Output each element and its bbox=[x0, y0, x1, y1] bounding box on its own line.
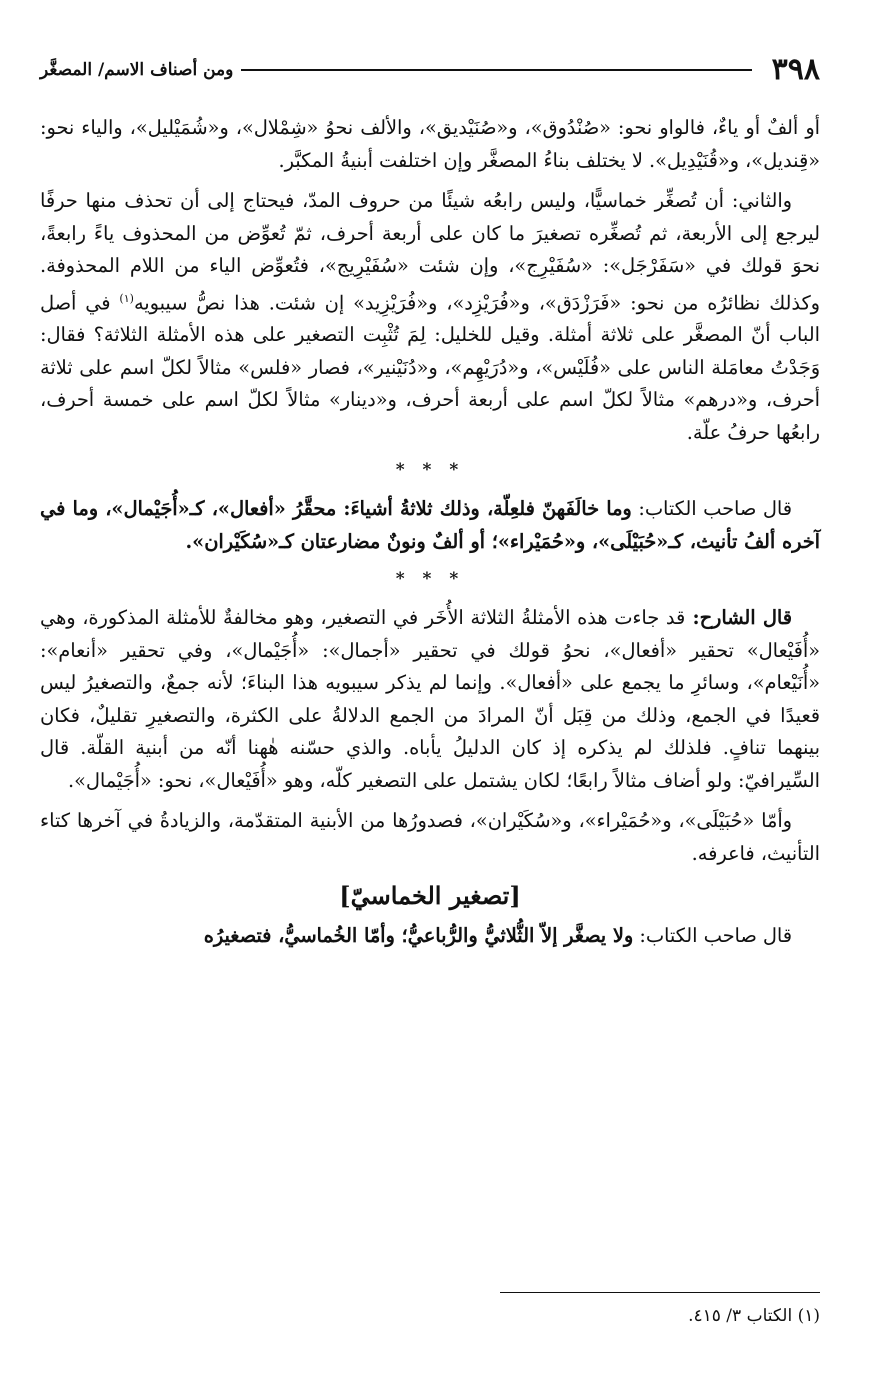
section-separator: * * * bbox=[395, 460, 465, 481]
sharih-lead: قال الشارح: bbox=[685, 606, 792, 630]
header-rule bbox=[241, 69, 751, 71]
section-separator-2: * * * bbox=[395, 569, 465, 590]
kitab-text-2: ولا يصغَّر إلاّ الثُّلاثيُّ والرُّباعيُّ؛ وأمّا الخُماسيُّ، فتصغيرُه bbox=[203, 924, 634, 948]
paragraph-2-continued: أمثلة. وقيل للخليل: لِمَ تُثْبِت التصغير على هذه الأمثلة الثلاثة؟ فقال: وَجَدْتُ معامَلة الناس على «فُلَيْس»، و«دُرَيْهِم»، و«دُنَيْنير»، فصار «فلس» مثالاً لكلّ اسم على ثلاثة أحرف، و«درهم» مثالاً لكلّ اسم على أربعة أحرف، و«دينار» مثالاً لكلّ اسم على خمسة أحرف، رابعُها حرفُ علّة. bbox=[40, 323, 820, 444]
body-text bbox=[40, 112, 820, 961]
footnote: (١) الكتاب ٣/ ٤١٥. bbox=[688, 1306, 820, 1326]
running-head bbox=[40, 52, 820, 88]
paragraph-2-tail: في أصل الباب أنّ المصغَّر على ثلاثة bbox=[40, 290, 820, 347]
footnote-marker: (١) bbox=[119, 291, 134, 305]
page-number: ٣٩٨ bbox=[771, 52, 820, 87]
kitab-quote-2 bbox=[40, 920, 820, 953]
paragraph-1: أو ألفٌ أو ياءٌ، فالواو نحو: «صُنْدُوق»، و«صُنَيْديق»، والألف نحوُ «شِمْلال»، و«شُمَيْليل»، والياء نحو: «قِنديل»، و«قُنَيْدِيل». لا يختلف بناءُ المصغَّر وإن اختلفت أبنيةُ المكبَّر. bbox=[40, 116, 820, 172]
sharih-paragraph bbox=[40, 602, 820, 797]
kitab-text-1: وما خالَفَهنّ فلعِلّة، وذلك ثلاثةُ أشياءَ: محقَّرُ «أفعال»، كـ«أُجَيْمال»، وما في آخره ألفُ تأنيث، كـ«حُبَيْلَى»، و«حُمَيْراء»؛ أو ألفٌ ونونٌ مضارعتان كـ«سُكَيْران». bbox=[40, 497, 820, 553]
paragraph-2-text: والثاني: أن تُصغِّر خماسيًّا، وليس رابعُه شيئًا من حروف المدّ، فيحتاج إلى أن تحذف منها حرفًا ليرجع إلى الأربعة، ثم تُصغِّره تصغيرَ ما كان على أربعة أحرف، ثمّ تُعوِّض من المحذوف ياءً رابعةً، نحوَ قولك في «سَفَرْجَل»: «سُفَيْرِج»، وإن شئت «سُفَيْرِيج»، فتُعوِّض الياء من اللام المحذوفة. وكذلك نظائرُه من نحو: «فَرَزْدَق»، و«فُرَيْزِد»، و«فُرَيْزِيد» إن شئت. هذا نصُّ سيبويه bbox=[40, 189, 820, 314]
section-title: [تصغير الخماسيّ] bbox=[339, 881, 521, 911]
footnote-rule bbox=[500, 1292, 820, 1293]
kitab-lead-1: قال صاحب الكتاب: bbox=[631, 497, 793, 521]
paragraph-2 bbox=[40, 185, 820, 449]
sharih-text: قد جاءت هذه الأمثلةُ الثلاثة الأُخَر في التصغير، وهو مخالفةٌ للأمثلة المذكورة، وهي «أُفَيْعال» تحقير «أفعال»، نحوُ قولك في تحقير «أجمال»: «أُجَيْمال»، وفي تحقير «أنعام»: «أُنَيْعام»، وسائرِ ما يجمع على «أفعال». وإنما لم يذكر سيبويه هذا البناءَ؛ لأنه جمعٌ، والتصغيرُ ليس قعيدًا في الجمع، وذلك من قِبَل أنّ المرادَ من الجمع الدلالةُ على الكثرة، والتصغيرِ تقليلٌ، فكان بينهما تنافٍ. فلذلك لم يذكره إذ كان الدليلُ يأباه. والذي حسّنه هٰهنا أنّه من أبنية القلّة. قال السِّيرافيّ: ولو أضاف مثالاً رابعًا؛ لكان يشتمل على التصغير كلّه، وهو «أُفَيْعال»، نحو: «أُجَيْمال». bbox=[40, 606, 820, 792]
paragraph-amma: وأمّا «حُبَيْلَى»، و«حُمَيْراء»، و«سُكَيْران»، فصدورُها من الأبنية المتقدّمة، والزيادةُ في آخرها كتاء التأنيث، فاعرفه. bbox=[40, 809, 820, 865]
book-page bbox=[40, 52, 820, 1352]
kitab-lead-2: قال صاحب الكتاب: bbox=[633, 924, 792, 948]
running-title: ومن أصناف الاسم/ المصغَّر bbox=[40, 60, 234, 80]
kitab-quote-1 bbox=[40, 493, 820, 558]
